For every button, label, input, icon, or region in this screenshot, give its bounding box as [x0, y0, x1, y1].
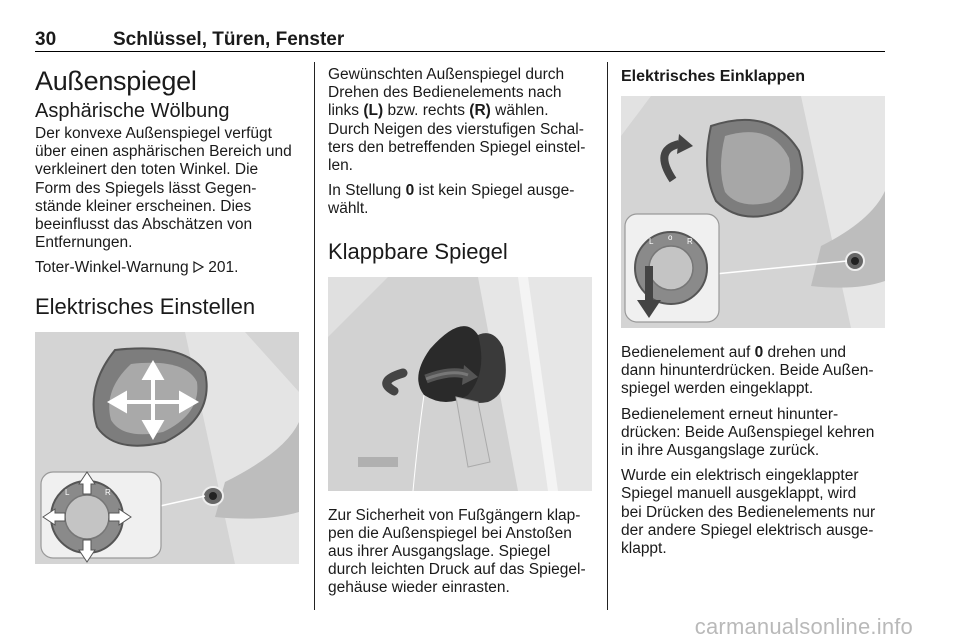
- page-number: 30: [35, 29, 57, 50]
- text-line: spiegel werden eingeklappt.: [621, 380, 814, 398]
- text-line: durch leichten Druck auf das Spiegel-: [328, 561, 586, 579]
- text-line: Form des Spiegels lässt Gegen-: [35, 179, 257, 197]
- section-heading-elektrisches-einklappen: Elektrisches Einklappen: [621, 68, 806, 85]
- figure-electric-folding: [621, 96, 885, 328]
- chapter-title: Schlüssel, Türen, Fenster: [113, 29, 345, 50]
- position-label-left: (L): [363, 102, 384, 120]
- text-line: Der konvexe Außenspiegel verfügt: [35, 125, 272, 142]
- knob-label-zero: o: [668, 233, 673, 242]
- text-line: wählen.: [495, 102, 549, 120]
- text-line: pen die Außenspiegel bei Anstoßen: [328, 524, 572, 542]
- text-line: In Stellung: [328, 182, 402, 200]
- text-line: über einen asphärischen Bereich und: [35, 143, 292, 161]
- paragraph-fold-out: [621, 406, 887, 461]
- text-line: Bedienelement erneut hinunter-: [621, 405, 839, 423]
- section-heading-elektrisches-einstellen: Elektrisches Einstellen: [35, 293, 256, 319]
- column-divider-2: [607, 62, 608, 610]
- text-line: aus ihrer Ausgangslage. Spiegel: [328, 543, 551, 561]
- text-line: Durch Neigen des vierstufigen Schal-: [328, 120, 584, 138]
- text-line: stände kleiner erscheinen. Dies: [35, 197, 252, 215]
- paragraph-manual-unfold: [621, 467, 887, 558]
- header-rule: [35, 51, 885, 52]
- text-line: dann hinunterdrücken. Beide Außen-: [621, 362, 874, 380]
- reference-text: Toter-Winkel-Warnung: [35, 259, 189, 277]
- figure-electric-adjustment: [35, 332, 299, 564]
- text-line: drücken: Beide Außenspiegel kehren: [621, 423, 875, 441]
- text-line: gehäuse wieder einrasten.: [328, 579, 510, 597]
- text-line: bei Drücken des Bedienelements nur: [621, 503, 876, 521]
- text-line: verkleinert den toten Winkel. Die: [35, 161, 259, 179]
- column-3: [621, 66, 887, 565]
- reference-page: 201.: [208, 259, 239, 277]
- text-line: bzw. rechts: [387, 102, 465, 120]
- knob-label-left: L: [649, 237, 654, 246]
- column-divider-1: [314, 62, 315, 610]
- text-line: drehen und: [767, 344, 846, 361]
- text-line: ist kein Spiegel ausge-: [418, 182, 575, 200]
- section-heading-klappbare-spiegel: Klappbare Spiegel: [328, 238, 508, 264]
- text-line: der andere Spiegel elektrisch ausge-: [621, 521, 874, 539]
- paragraph-convex-mirror: [35, 125, 301, 252]
- knob-label-left: L: [65, 487, 70, 497]
- text-line: Bedienelement auf: [621, 344, 751, 361]
- column-1: [35, 66, 301, 564]
- text-line: links: [328, 102, 360, 120]
- text-line: Spiegel manuell ausgeklappt, wird: [621, 485, 857, 503]
- column-2: [328, 66, 594, 605]
- position-label-zero: 0: [405, 182, 415, 200]
- blind-spot-reference[interactable]: [35, 259, 301, 277]
- paragraph-fold-in: [621, 344, 887, 399]
- text-line: wählt.: [328, 200, 369, 218]
- text-line: klappt.: [621, 540, 667, 558]
- text-line: Drehen des Bedienelements nach: [328, 84, 562, 102]
- text-line: ters den betreffenden Spiegel einstel-: [328, 138, 586, 156]
- position-label-right: (R): [469, 102, 491, 120]
- knob-label-right: R: [105, 487, 111, 497]
- text-line: Wurde ein elektrisch eingeklappter: [621, 467, 859, 485]
- page-reference-icon: [193, 259, 208, 276]
- text-line: Zur Sicherheit von Fußgängern klap-: [328, 506, 581, 524]
- paragraph-pedestrian-safety: [328, 507, 594, 598]
- text-line: Gewünschten Außenspiegel durch: [328, 66, 565, 83]
- subheading-asphaerische-woelbung: Asphärische Wölbung: [35, 100, 230, 122]
- knob-label-right: R: [687, 237, 693, 246]
- text-line: in ihre Ausgangslage zurück.: [621, 442, 820, 460]
- figure-folding-mirror: [328, 277, 592, 491]
- text-line: len.: [328, 157, 353, 175]
- watermark: carmanualsonline.info: [694, 614, 913, 639]
- paragraph-position-zero: [328, 182, 594, 218]
- position-label-zero: 0: [754, 344, 764, 361]
- text-line: Entfernungen.: [35, 234, 133, 252]
- paragraph-select-mirror: [328, 66, 594, 175]
- text-line: beeinflusst das Abschätzen von: [35, 216, 253, 234]
- section-heading-aussenspiegel: Außenspiegel: [35, 66, 197, 96]
